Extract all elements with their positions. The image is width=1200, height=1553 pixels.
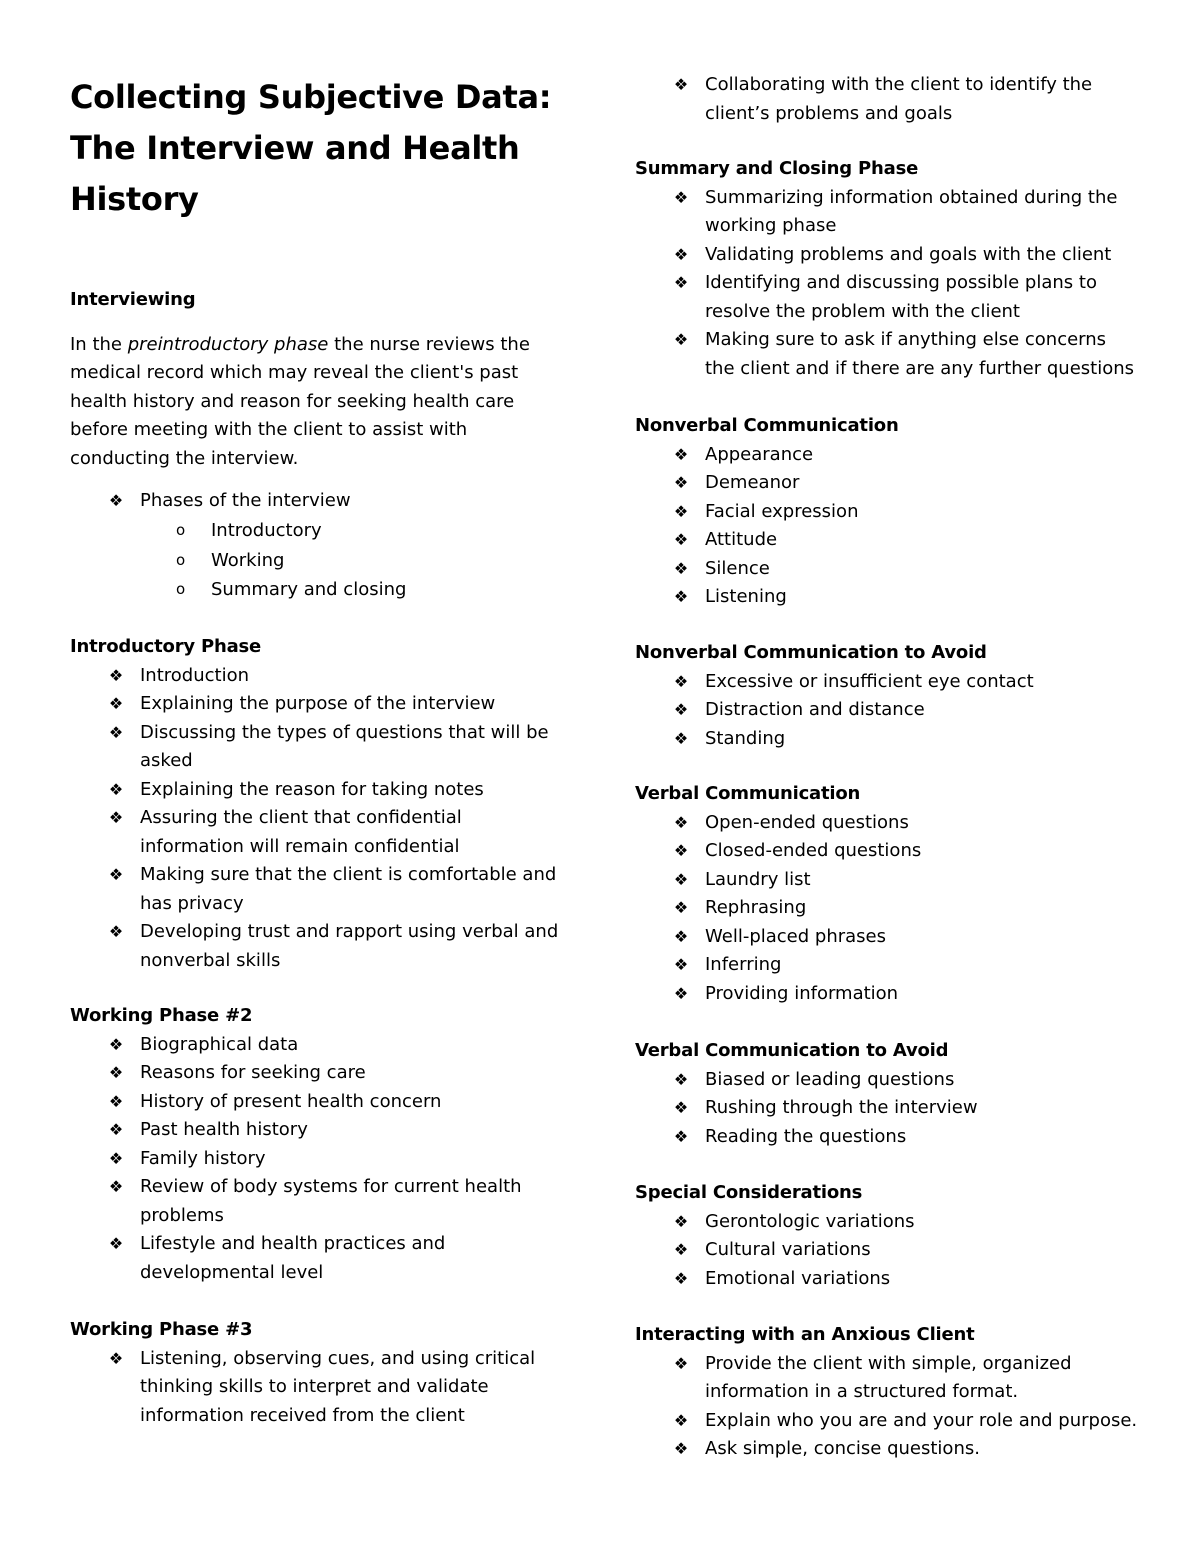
para-text: the nurse reviews the medical record which may reveal the client's past health history and reason for seeking health care before meeting with the client to assist with conducting the interview. xyxy=(70,333,530,469)
diamond-bullet-icon: ❖ xyxy=(108,922,124,941)
document-title xyxy=(70,72,570,225)
diamond-bullet-icon: ❖ xyxy=(673,700,689,719)
list-item xyxy=(635,1407,1140,1436)
diamond-bullet-icon: ❖ xyxy=(673,330,689,349)
section-heading: Nonverbal Communication to Avoid xyxy=(635,642,987,663)
list-item xyxy=(635,1435,1140,1464)
list-item xyxy=(635,441,1140,470)
section-verbal-avoid xyxy=(635,1037,1140,1151)
list-item-text: Introductory xyxy=(211,520,322,541)
diamond-bullet-icon: ❖ xyxy=(673,558,689,578)
list-item xyxy=(70,861,570,918)
diamond-bullet-icon: ❖ xyxy=(673,501,689,521)
list-item-text: Listening, observing cues, and using critical thinking skills to interpret and validate information received from the client xyxy=(140,1347,536,1426)
list-item xyxy=(635,951,1140,980)
diamond-bullet-icon: ❖ xyxy=(673,926,689,946)
list-item xyxy=(70,719,570,776)
list-item xyxy=(70,1345,570,1431)
section-heading: Working Phase #2 xyxy=(70,1005,253,1026)
working3-list-continued xyxy=(635,71,1140,128)
list-item xyxy=(635,184,1140,241)
list-item xyxy=(70,776,570,805)
list-item-text: Laundry list xyxy=(705,868,811,890)
list-item-text: Appearance xyxy=(705,443,814,465)
list-item-text: Distraction and distance xyxy=(705,699,925,720)
diamond-bullet-icon: ❖ xyxy=(108,808,124,827)
list-item-text: Explaining the reason for taking notes xyxy=(140,778,484,800)
diamond-bullet-icon: ❖ xyxy=(673,869,689,889)
list-item xyxy=(635,526,1140,555)
section-summary-closing xyxy=(635,155,1140,383)
list-item-text: Working xyxy=(211,549,285,571)
list-item xyxy=(635,668,1140,697)
diamond-bullet-icon: ❖ xyxy=(108,779,124,799)
list-item-text: Making sure to ask if anything else concerns the client and if there are any further questions xyxy=(705,329,1135,379)
nonverbal-list xyxy=(635,441,1140,612)
list-item xyxy=(635,71,1140,128)
section-anxious-client xyxy=(635,1321,1140,1464)
diamond-bullet-icon: ❖ xyxy=(673,187,689,207)
section-special-considerations xyxy=(635,1179,1140,1293)
list-item xyxy=(635,498,1140,527)
diamond-bullet-icon: ❖ xyxy=(108,1120,124,1139)
list-item xyxy=(635,1123,1140,1152)
section-nonverbal-avoid xyxy=(635,639,1140,753)
circle-bullet-icon: o xyxy=(176,550,186,569)
list-item xyxy=(635,469,1140,498)
section-nonverbal-communication xyxy=(635,412,1140,612)
diamond-bullet-icon: ❖ xyxy=(108,1148,124,1168)
list-item-text: Making sure that the client is comfortable and has privacy xyxy=(140,864,557,914)
list-item xyxy=(70,1088,570,1117)
list-item xyxy=(635,1066,1140,1095)
list-item-text: Gerontologic variations xyxy=(705,1210,915,1232)
list-item xyxy=(635,837,1140,866)
list-item xyxy=(70,690,570,719)
diamond-bullet-icon: ❖ xyxy=(108,1034,124,1054)
list-item-text: Reading the questions xyxy=(705,1125,907,1147)
diamond-bullet-icon: ❖ xyxy=(673,1211,689,1231)
list-item-text: Biographical data xyxy=(140,1033,299,1055)
diamond-bullet-icon: ❖ xyxy=(673,955,689,974)
list-item-text: Discussing the types of questions that will be asked xyxy=(140,721,549,771)
diamond-bullet-icon: ❖ xyxy=(673,273,689,292)
list-item-text: Well-placed phrases xyxy=(705,925,886,947)
list-item-text: Listening xyxy=(705,586,787,607)
diamond-bullet-icon: ❖ xyxy=(108,1177,124,1196)
list-item-text: Cultural variations xyxy=(705,1239,871,1260)
section-heading: Interacting with an Anxious Client xyxy=(635,1324,975,1345)
diamond-bullet-icon: ❖ xyxy=(108,1063,124,1082)
list-item-text: Facial expression xyxy=(705,500,859,522)
list-item xyxy=(70,1031,570,1060)
list-item-text: Past health history xyxy=(140,1119,308,1140)
diamond-bullet-icon: ❖ xyxy=(673,244,689,264)
section-heading: Verbal Communication to Avoid xyxy=(635,1040,949,1061)
sub-list-item xyxy=(70,516,570,546)
verbal-avoid-list xyxy=(635,1066,1140,1152)
list-item xyxy=(635,1350,1140,1407)
section-working-phase-3-continued xyxy=(635,71,1140,128)
list-item-text: Providing information xyxy=(705,982,899,1004)
diamond-bullet-icon: ❖ xyxy=(673,1098,689,1117)
list-item xyxy=(635,809,1140,838)
list-item xyxy=(70,1116,570,1145)
sub-list-item xyxy=(70,546,570,576)
section-heading: Verbal Communication xyxy=(635,783,861,804)
list-item xyxy=(635,1265,1140,1294)
section-heading: Special Considerations xyxy=(635,1182,863,1203)
list-item xyxy=(635,269,1140,326)
diamond-bullet-icon: ❖ xyxy=(673,983,689,1003)
list-item-text: Review of body systems for current health problems xyxy=(140,1176,522,1226)
anxious-list xyxy=(635,1350,1140,1464)
list-item xyxy=(635,326,1140,383)
list-item xyxy=(635,241,1140,270)
list-item xyxy=(635,894,1140,923)
diamond-bullet-icon: ❖ xyxy=(108,694,124,713)
sub-list-item xyxy=(70,575,570,605)
circle-bullet-icon: o xyxy=(176,580,186,598)
list-item-text: Summarizing information obtained during the working phase xyxy=(705,186,1118,236)
list-item-text: Reasons for seeking care xyxy=(140,1062,366,1083)
working3-list xyxy=(70,1345,570,1431)
list-item xyxy=(635,696,1140,725)
summary-list xyxy=(635,184,1140,384)
list-item xyxy=(70,1145,570,1174)
list-item-text: Developing trust and rapport using verbal and nonverbal skills xyxy=(140,921,559,971)
list-item xyxy=(635,980,1140,1009)
list-item xyxy=(635,923,1140,952)
list-item-text: Phases of the interview xyxy=(140,490,351,511)
section-introductory-phase xyxy=(70,633,570,975)
list-item-text: Rephrasing xyxy=(705,897,807,918)
list-item-text: Summary and closing xyxy=(211,579,407,600)
section-heading: Nonverbal Communication xyxy=(635,415,899,436)
section-working-phase-3 xyxy=(70,1316,570,1430)
list-item-text: Closed-ended questions xyxy=(705,840,922,861)
list-item-text: Silence xyxy=(705,557,770,579)
list-item-text: History of present health concern xyxy=(140,1090,442,1112)
list-item-text: Rushing through the interview xyxy=(705,1097,978,1118)
list-item xyxy=(70,804,570,861)
list-item-text: Explain who you are and your role and purpose. xyxy=(705,1409,1138,1431)
list-item-text: Demeanor xyxy=(705,472,800,493)
list-item xyxy=(70,662,570,691)
section-verbal-communication xyxy=(635,780,1140,1008)
title-line: History xyxy=(70,180,199,218)
diamond-bullet-icon: ❖ xyxy=(673,587,689,606)
list-item xyxy=(635,1208,1140,1237)
list-item xyxy=(635,1236,1140,1265)
para-text: In the xyxy=(70,333,128,355)
list-item xyxy=(635,555,1140,584)
section-heading: Working Phase #3 xyxy=(70,1319,253,1340)
diamond-bullet-icon: ❖ xyxy=(673,671,689,691)
list-item-text: Attitude xyxy=(705,529,778,550)
list-item-text: Collaborating with the client to identify the client’s problems and goals xyxy=(705,74,1093,124)
list-item-text: Open-ended questions xyxy=(705,811,909,833)
diamond-bullet-icon: ❖ xyxy=(673,728,689,748)
diamond-bullet-icon: ❖ xyxy=(108,1348,124,1368)
interviewing-paragraph xyxy=(70,331,565,474)
diamond-bullet-icon: ❖ xyxy=(673,1439,689,1458)
list-item-text: Excessive or insufficient eye contact xyxy=(705,670,1034,692)
diamond-bullet-icon: ❖ xyxy=(108,665,124,685)
nonverbal-avoid-list xyxy=(635,668,1140,754)
diamond-bullet-icon: ❖ xyxy=(673,1353,689,1373)
list-item xyxy=(635,866,1140,895)
introductory-list xyxy=(70,662,570,976)
diamond-bullet-icon: ❖ xyxy=(673,473,689,492)
list-item xyxy=(635,725,1140,754)
diamond-bullet-icon: ❖ xyxy=(673,75,689,94)
list-item xyxy=(635,583,1140,612)
list-item-text: Identifying and discussing possible plans to resolve the problem with the client xyxy=(705,272,1097,322)
list-item-text: Family history xyxy=(140,1147,266,1169)
list-item-text: Lifestyle and health practices and developmental level xyxy=(140,1233,446,1283)
diamond-bullet-icon: ❖ xyxy=(108,865,124,884)
diamond-bullet-icon: ❖ xyxy=(108,491,124,510)
list-item-text: Biased or leading questions xyxy=(705,1068,955,1090)
list-item-text: Ask simple, concise questions. xyxy=(705,1438,980,1459)
list-item-text: Introduction xyxy=(140,664,250,686)
section-heading: Summary and Closing Phase xyxy=(635,158,919,179)
phases-sublist xyxy=(70,516,570,605)
diamond-bullet-icon: ❖ xyxy=(673,898,689,917)
list-item-text: Inferring xyxy=(705,954,782,975)
section-interviewing xyxy=(70,286,570,605)
special-list xyxy=(635,1208,1140,1294)
diamond-bullet-icon: ❖ xyxy=(673,530,689,549)
diamond-bullet-icon: ❖ xyxy=(673,1126,689,1146)
diamond-bullet-icon: ❖ xyxy=(673,1410,689,1430)
diamond-bullet-icon: ❖ xyxy=(673,444,689,464)
circle-bullet-icon: o xyxy=(176,521,186,539)
diamond-bullet-icon: ❖ xyxy=(108,1091,124,1111)
section-heading: Introductory Phase xyxy=(70,636,262,657)
list-item xyxy=(70,1059,570,1088)
list-item-text: Validating problems and goals with the client xyxy=(705,243,1112,265)
section-working-phase-2 xyxy=(70,1002,570,1287)
para-emphasis: preintroductory phase xyxy=(127,333,329,355)
list-item xyxy=(635,1094,1140,1123)
section-heading: Interviewing xyxy=(70,289,196,310)
diamond-bullet-icon: ❖ xyxy=(673,1069,689,1089)
list-item xyxy=(70,487,570,516)
diamond-bullet-icon: ❖ xyxy=(673,1268,689,1288)
list-item-text: Standing xyxy=(705,727,786,749)
list-item-text: Provide the client with simple, organized information in a structured format. xyxy=(705,1352,1072,1402)
list-item xyxy=(70,918,570,975)
list-item-text: Emotional variations xyxy=(705,1267,891,1289)
diamond-bullet-icon: ❖ xyxy=(673,841,689,860)
working2-list xyxy=(70,1031,570,1288)
title-line: Collecting Subjective Data: xyxy=(70,78,552,116)
diamond-bullet-icon: ❖ xyxy=(108,722,124,742)
phases-list xyxy=(70,487,570,516)
list-item-text: Assuring the client that confidential information will remain confidential xyxy=(140,807,462,857)
title-line: The Interview and Health xyxy=(70,129,520,167)
diamond-bullet-icon: ❖ xyxy=(673,1240,689,1259)
list-item-text: Explaining the purpose of the interview xyxy=(140,693,496,714)
list-item xyxy=(70,1173,570,1230)
verbal-list xyxy=(635,809,1140,1009)
list-item xyxy=(70,1230,570,1287)
diamond-bullet-icon: ❖ xyxy=(673,812,689,832)
diamond-bullet-icon: ❖ xyxy=(108,1234,124,1253)
